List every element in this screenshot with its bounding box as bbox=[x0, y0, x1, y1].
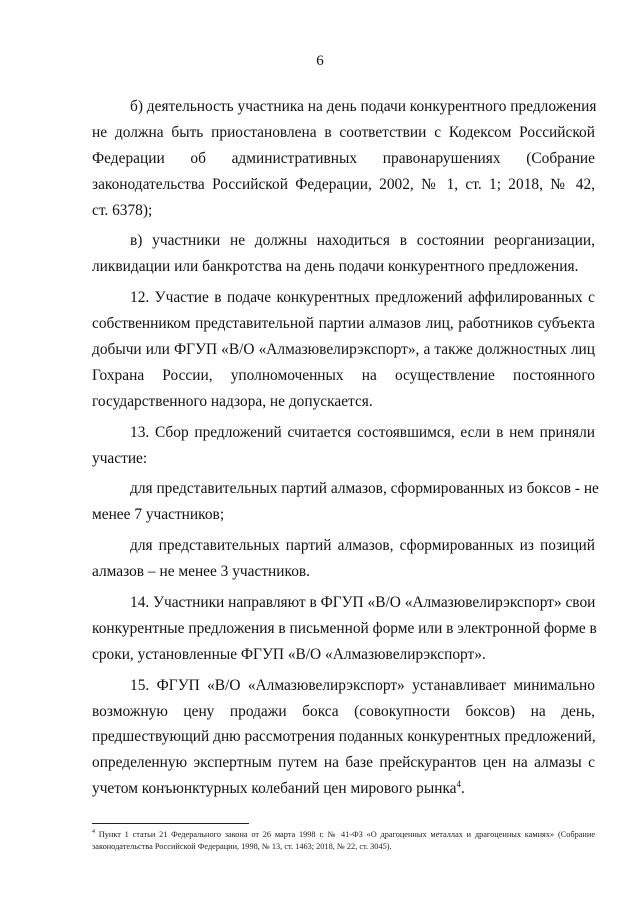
text-line: государственного надзора, не допускается. bbox=[92, 392, 373, 410]
text-line-with-footnote bbox=[92, 776, 595, 802]
text-line: ст. 6378); bbox=[92, 201, 153, 219]
body-text bbox=[92, 94, 599, 802]
text-line: не должна быть приостановлена в соответствии с Кодексом Российской bbox=[92, 123, 595, 141]
text-line: в) участники не должны находиться в состоянии реорганизации, bbox=[130, 232, 595, 250]
text-line: Гохрана России, уполномоченных на осуществление постоянного bbox=[92, 366, 595, 384]
footnote-text: Пункт 1 статьи 21 Федерального закона от 26 марта 1998 г. № 41-ФЗ «О драгоценных металлах и драгоценных камнях» (Собрание bbox=[98, 830, 595, 839]
paragraph-v-reorganization bbox=[92, 228, 595, 280]
text-line: добычи или ФГУП «В/О «Алмазювелирэкспорт», а также должностных лиц bbox=[92, 341, 595, 359]
paragraph-b-activity bbox=[92, 94, 595, 223]
text-line: алмазов – не менее 3 участников. bbox=[92, 563, 311, 581]
text-line: сроки, установленные ФГУП «В/О «Алмазювелирэкспорт». bbox=[92, 645, 486, 663]
text-line: законодательства Российской Федерации, 2002, № 1, ст. 1; 2018, № 42, bbox=[92, 175, 595, 193]
sentence-end: . bbox=[461, 780, 465, 798]
paragraph-13-collection bbox=[92, 420, 595, 472]
footnote-separator bbox=[92, 823, 249, 824]
text-line: предшествующий дню рассмотрения поданных конкурентных предложений, bbox=[92, 728, 596, 746]
text-line: возможную цену продажи бокса (совокупности боксов) на день, bbox=[92, 702, 595, 720]
paragraph-14-submission bbox=[92, 590, 595, 668]
text-line: для представительных партий алмазов, сформированных из боксов - не bbox=[130, 480, 599, 498]
footnote-line: законодательства Российской Федерации, 1998, № 13, ст. 1463; 2018, № 22, ст. 3045). bbox=[92, 842, 392, 851]
page-number: 6 bbox=[316, 53, 324, 69]
paragraph-15-minimum-price bbox=[92, 673, 595, 802]
paragraph-12-affiliated bbox=[92, 285, 595, 414]
text-line: б) деятельность участника на день подачи конкурентного предложения bbox=[130, 98, 597, 115]
text-line: ликвидации или банкротства на день подачи конкурентного предложения. bbox=[92, 258, 579, 276]
text-line: 15. ФГУП «В/О «Алмазювелирэкспорт» устанавливает минимально bbox=[130, 676, 595, 694]
text-line: менее 7 участников; bbox=[92, 506, 225, 524]
text-line: определенную экспертным путем на базе прейскурантов цен на алмазы с bbox=[92, 754, 595, 772]
text-line: для представительных партий алмазов, сформированных из позиций bbox=[130, 537, 595, 555]
footnote bbox=[92, 829, 595, 853]
text-line: 12. Участие в подаче конкурентных предложений аффилированных с bbox=[130, 289, 595, 307]
text-line: конкурентные предложения в письменной форме или в электронной форме в bbox=[92, 619, 597, 637]
text-line: Федерации об административных правонарушениях (Собрание bbox=[92, 149, 595, 167]
footnote-line bbox=[92, 829, 595, 841]
text-line: 13. Сбор предложений считается состоявшимся, если в нем приняли bbox=[130, 423, 595, 441]
footnote-reference[interactable]: 4 bbox=[456, 779, 462, 790]
text-line: 14. Участники направляют в ФГУП «В/О «Алмазювелирэкспорт» свои bbox=[130, 594, 596, 612]
text-line: участие: bbox=[92, 449, 148, 467]
text-line: собственником представительной партии алмазов лиц, работников субъекта bbox=[92, 315, 595, 333]
footnote-mark: 4 bbox=[92, 829, 95, 836]
paragraph-boxes-min-7 bbox=[92, 476, 599, 528]
text-line: учетом конъюнктурных колебаний цен мирового рынка bbox=[92, 780, 457, 798]
paragraph-positions-min-3 bbox=[92, 533, 595, 585]
